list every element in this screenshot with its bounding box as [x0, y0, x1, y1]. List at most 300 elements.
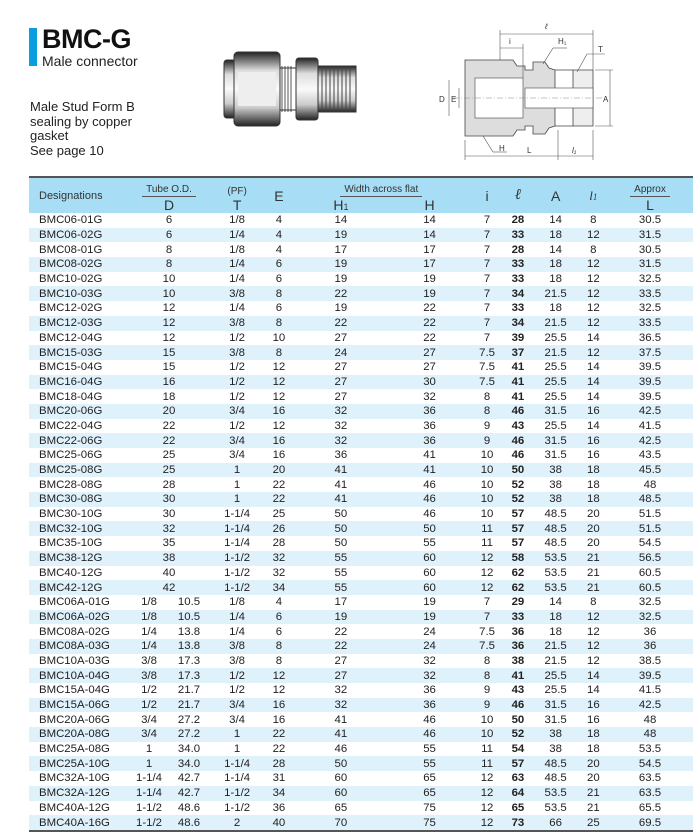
cell-designation: BMC15A-04G [39, 684, 110, 697]
cell-approx-l: 43.5 [638, 449, 662, 462]
cell-a: 18 [549, 625, 562, 638]
cell-thread-t: 3/4 [209, 404, 265, 419]
cell-h: 60 [389, 580, 470, 595]
cell-i: 10 [470, 463, 504, 478]
cell-l: 62 [504, 580, 531, 595]
cell-l: 50 [504, 463, 531, 478]
cell-h1: 32 [334, 684, 348, 697]
cell-thread-t: 1/2 [209, 668, 265, 683]
cell-e: 16 [272, 449, 286, 462]
cell-l: 41 [511, 361, 525, 374]
cell-designation: BMC40-12G [39, 566, 103, 579]
cell-a: 25.5 [544, 419, 567, 432]
cell-h: 60 [423, 566, 436, 579]
cell-tube-od-d: 15 [129, 345, 209, 360]
cell-thread-t: 1/4 [209, 257, 265, 272]
cell-approx-l: 33.5 [607, 286, 693, 301]
cell-a: 31.5 [544, 449, 567, 462]
cell-designation: BMC06A-02G [29, 610, 129, 625]
cell-tube-od-d: 35 [162, 537, 176, 550]
cell-l: 50 [511, 713, 525, 726]
cell-designation: BMC15-03G [29, 345, 129, 360]
cell-h: 24 [389, 639, 470, 654]
cell-a: 48.5 [544, 537, 567, 550]
cell-h1: 60 [334, 772, 348, 785]
cell-l1: 12 [586, 654, 600, 667]
col-h1: H1 [293, 197, 390, 213]
cell-e: 34 [265, 580, 292, 595]
cell-designation: BMC28-08G [39, 478, 103, 491]
cell-approx-l: 39.5 [638, 390, 662, 403]
cell-tube-od-d: 32 [129, 521, 209, 536]
cell-i: 7 [483, 243, 491, 256]
table-row [29, 742, 693, 757]
table-row [29, 595, 693, 610]
cell-approx-l: 37.5 [607, 345, 693, 360]
cell-a: 18 [549, 302, 562, 315]
cell-approx-l: 45.5 [607, 463, 693, 478]
table-row [29, 404, 693, 419]
table-row [29, 228, 693, 243]
cell-l1: 12 [586, 625, 600, 638]
cell-approx-l: 48 [643, 713, 657, 726]
cell-thread-t: 3/4 [209, 433, 265, 448]
cell-l1: 18 [586, 478, 600, 491]
cell-a: 18 [532, 228, 580, 243]
cell-designation: BMC10A-04G [29, 668, 129, 683]
cell-thread-t: 3/4 [209, 698, 265, 713]
cell-h1: 19 [334, 302, 348, 315]
cell-h1: 50 [334, 508, 348, 521]
cell-h1: 14 [334, 214, 348, 227]
cell-l1: 16 [586, 449, 600, 462]
cell-tube-od-d: 12 [162, 302, 176, 315]
cell-h1: 50 [334, 537, 348, 550]
cell-thread-t: 1-1/4 [224, 772, 251, 785]
cell-h: 46 [389, 727, 470, 742]
cell-designation: BMC18-04G [39, 390, 103, 403]
cell-l1: 21 [580, 786, 607, 801]
table-row [29, 610, 693, 625]
cell-tube-od-d: 12 [129, 316, 209, 331]
table-row [29, 331, 693, 346]
description-line: sealing by copper [30, 113, 132, 129]
cell-a: 14 [549, 243, 562, 256]
cell-tube-od-inch: 1-1/2 [129, 815, 169, 831]
cell-h: 75 [423, 801, 436, 814]
cell-h: 22 [389, 316, 470, 331]
cell-h: 14 [423, 214, 436, 227]
cell-thread-t: 1/8 [229, 243, 246, 256]
cell-h1: 24 [293, 345, 390, 360]
cell-thread-t: 1/4 [209, 610, 265, 625]
cell-designation: BMC10A-03G [39, 654, 110, 667]
cell-tube-od-inch: 3/4 [129, 727, 169, 742]
col-a: A [532, 177, 580, 213]
cell-tube-od-d: 22 [162, 419, 176, 432]
cell-designation: BMC06-01G [39, 214, 103, 227]
cell-approx-l: 48 [607, 727, 693, 742]
cell-e: 28 [265, 756, 292, 771]
cell-designation: BMC16-04G [29, 375, 129, 390]
cell-h1: 60 [293, 786, 390, 801]
cell-approx-l: 51.5 [638, 508, 662, 521]
cell-approx-l: 41.5 [638, 684, 662, 697]
cell-designation: BMC25A-10G [29, 756, 129, 771]
cell-i: 11 [470, 756, 504, 771]
cell-e: 12 [272, 390, 286, 403]
cell-a: 25.5 [544, 684, 567, 697]
cell-l1: 8 [590, 596, 597, 609]
cell-designation: BMC08A-02G [39, 625, 110, 638]
table-row [29, 419, 693, 434]
cell-h1: 19 [293, 228, 390, 243]
cell-e: 16 [265, 433, 292, 448]
cell-a: 53.5 [544, 801, 567, 814]
cell-e: 6 [265, 257, 292, 272]
col-l1: l1 [580, 177, 607, 213]
cell-e: 26 [265, 521, 292, 536]
cell-i: 8 [470, 668, 504, 683]
cell-l1: 14 [586, 331, 600, 344]
cell-approx-l: 32.5 [638, 596, 662, 609]
cell-thread-t: 1-1/4 [209, 521, 265, 536]
cell-e: 4 [275, 596, 283, 609]
cell-e: 4 [275, 214, 283, 227]
col-l: ℓ [504, 177, 531, 213]
cell-approx-l: 39.5 [607, 375, 693, 390]
cell-l1: 14 [580, 375, 607, 390]
cell-e: 12 [272, 419, 286, 432]
cell-a: 25.5 [544, 361, 567, 374]
col-L: L [607, 197, 693, 213]
cell-a: 18 [532, 257, 580, 272]
cell-l: 33 [504, 228, 531, 243]
cell-a: 25.5 [532, 375, 580, 390]
cell-l: 37 [504, 345, 531, 360]
cell-designation: BMC25-06G [39, 449, 103, 462]
cell-h1: 55 [334, 566, 348, 579]
cell-a: 53.5 [532, 580, 580, 595]
cell-designation: BMC10-03G [29, 286, 129, 301]
cell-l: 41 [504, 375, 531, 390]
table-row [29, 521, 693, 536]
cell-designation: BMC30-08G [29, 492, 129, 507]
cell-e: 8 [275, 654, 283, 667]
cell-approx-l: 69.5 [607, 815, 693, 831]
cell-l: 33 [511, 302, 525, 315]
cell-thread-t: 1/2 [209, 375, 265, 390]
cell-approx-l: 33.5 [607, 316, 693, 331]
cell-approx-l: 48.5 [607, 492, 693, 507]
cell-l: 52 [511, 478, 525, 491]
cell-l: 52 [504, 492, 531, 507]
cell-e: 8 [265, 316, 292, 331]
title-accent-bar [29, 28, 37, 66]
cell-a: 48.5 [544, 508, 567, 521]
cell-thread-t: 1 [209, 492, 265, 507]
cell-l1: 8 [590, 243, 597, 256]
cell-a: 21.5 [532, 316, 580, 331]
cell-h: 75 [389, 815, 470, 831]
cell-i: 7 [483, 214, 491, 227]
cell-a: 14 [549, 596, 562, 609]
cell-approx-l: 36 [607, 639, 693, 654]
cell-i: 12 [470, 551, 504, 566]
table-row [29, 683, 693, 698]
description-line: gasket [30, 128, 69, 143]
table-row [29, 580, 693, 595]
cell-designation: BMC12-02G [39, 302, 103, 315]
cell-l1: 12 [580, 345, 607, 360]
cell-h: 19 [423, 596, 436, 609]
cell-a: 48.5 [532, 756, 580, 771]
cell-l1: 18 [580, 727, 607, 742]
col-approx: Approx [607, 177, 693, 197]
cell-i: 11 [481, 743, 493, 756]
table-row [29, 257, 693, 272]
cell-h1: 19 [293, 257, 390, 272]
cell-approx-l: 56.5 [607, 551, 693, 566]
cell-l: 43 [511, 419, 525, 432]
cell-h: 22 [423, 302, 436, 315]
cell-h: 46 [423, 713, 436, 726]
cell-i: 12 [470, 815, 504, 831]
cell-h1: 41 [293, 727, 390, 742]
cell-h: 24 [423, 625, 436, 638]
cell-h: 19 [389, 286, 470, 301]
cell-tube-od-d: 10.5 [177, 596, 201, 609]
cell-thread-t: 1 [233, 478, 241, 491]
cell-tube-od-d: 25 [162, 449, 176, 462]
label-a: A [603, 95, 609, 104]
cell-tube-od-d: 21.7 [169, 698, 209, 713]
cell-l1: 20 [586, 772, 600, 785]
cell-thread-t: 1/8 [229, 596, 246, 609]
page-subtitle: Male connector [42, 53, 138, 69]
cell-a: 21.5 [544, 654, 567, 667]
cell-l1: 20 [586, 537, 600, 550]
cell-l: 57 [504, 521, 531, 536]
cell-l1: 21 [580, 551, 607, 566]
cell-e: 34 [265, 786, 292, 801]
cell-e: 22 [272, 478, 286, 491]
cell-l1: 20 [580, 756, 607, 771]
cell-i: 11 [470, 521, 504, 536]
cell-e: 16 [272, 713, 286, 726]
cell-tube-od-d: 21.7 [177, 684, 201, 697]
cell-thread-t: 1-1/2 [224, 801, 251, 814]
cell-h1: 70 [293, 815, 390, 831]
cell-approx-l: 42.5 [607, 404, 693, 419]
cell-designation: BMC32-10G [29, 521, 129, 536]
cell-tube-od-inch: 1/4 [129, 639, 169, 654]
cell-thread-t: 3/8 [209, 286, 265, 301]
cell-a: 31.5 [532, 404, 580, 419]
cell-tube-od-d: 17.3 [177, 654, 201, 667]
cell-h1: 17 [334, 243, 348, 256]
cell-l: 33 [504, 610, 531, 625]
cell-l: 41 [511, 390, 525, 403]
cell-l: 41 [504, 668, 531, 683]
page-title: BMC-G [42, 24, 131, 54]
cell-approx-l: 36 [643, 625, 657, 638]
table-row [29, 316, 693, 331]
label-t: T [598, 45, 603, 54]
cell-e: 4 [265, 228, 292, 243]
cell-designation: BMC08-02G [29, 257, 129, 272]
cell-l: 39 [511, 331, 525, 344]
table-row [29, 360, 693, 375]
cell-thread-t: 1 [233, 743, 241, 756]
cell-tube-od-d: 25 [129, 463, 209, 478]
cell-designation: BMC15A-06G [29, 698, 129, 713]
cell-e: 20 [265, 463, 292, 478]
cell-tube-od-inch: 1/2 [129, 698, 169, 713]
col-pf: (PF) [209, 177, 265, 197]
cell-tube-od-d: 22 [129, 433, 209, 448]
cell-a: 38 [532, 463, 580, 478]
table-row [29, 375, 693, 390]
cell-i: 12 [480, 801, 494, 814]
description-line: Male Stud Form B [30, 99, 135, 114]
table-row [29, 801, 693, 816]
cell-e: 10 [272, 331, 286, 344]
cell-h: 55 [389, 756, 470, 771]
cell-a: 53.5 [532, 551, 580, 566]
cell-e: 16 [265, 404, 292, 419]
cell-i: 12 [480, 772, 494, 785]
cell-designation: BMC22-06G [29, 433, 129, 448]
table-row [29, 712, 693, 727]
cell-tube-od-d: 13.8 [169, 639, 209, 654]
dimension-table [29, 176, 693, 832]
cell-l: 46 [511, 449, 525, 462]
cell-tube-od-d: 27.2 [169, 727, 209, 742]
cell-tube-od-d: 27.2 [177, 713, 201, 726]
table-row [29, 492, 693, 507]
cell-h1: 27 [334, 361, 348, 374]
cell-i: 7.5 [470, 345, 504, 360]
cell-e: 32 [272, 566, 286, 579]
cell-tube-od-inch: 1 [145, 743, 153, 756]
cell-i: 7 [470, 610, 504, 625]
cell-l: 29 [511, 596, 525, 609]
cell-l: 46 [504, 698, 531, 713]
cell-l1: 14 [586, 684, 600, 697]
cell-thread-t: 1 [209, 463, 265, 478]
cell-e: 12 [272, 684, 286, 697]
cell-designation: BMC32A-10G [39, 772, 110, 785]
cell-tube-od-inch: 1/2 [141, 684, 157, 697]
cell-l1: 20 [586, 508, 600, 521]
cell-l: 52 [504, 727, 531, 742]
cell-e: 4 [275, 243, 283, 256]
cell-designation: BMC12-04G [39, 331, 103, 344]
cell-h: 65 [423, 772, 436, 785]
cell-approx-l: 32.5 [638, 302, 662, 315]
cell-h: 19 [389, 610, 470, 625]
cell-i: 7 [483, 596, 491, 609]
cell-h1: 41 [334, 713, 348, 726]
label-h: H [499, 144, 505, 153]
cell-approx-l: 32.5 [638, 273, 662, 286]
cell-tube-od-d: 10.5 [169, 610, 209, 625]
cell-approx-l: 60.5 [638, 566, 662, 579]
col-designations: Designations [29, 177, 129, 213]
cell-a: 48.5 [544, 772, 567, 785]
cell-designation: BMC08A-03G [29, 639, 129, 654]
col-d: D [129, 197, 209, 213]
cell-a: 25.5 [544, 390, 567, 403]
cell-h1: 32 [293, 433, 390, 448]
cell-l1: 14 [586, 419, 600, 432]
cell-i: 9 [483, 684, 491, 697]
cell-a: 53.5 [544, 566, 567, 579]
description [30, 100, 180, 158]
table-row [29, 463, 693, 478]
cell-h1: 41 [334, 478, 348, 491]
table-row [29, 507, 693, 522]
cell-l1: 14 [586, 390, 600, 403]
cell-i: 7 [470, 286, 504, 301]
cell-h: 55 [423, 743, 436, 756]
cell-a: 25.5 [532, 668, 580, 683]
table-row [29, 286, 693, 301]
cell-h1: 27 [334, 390, 348, 403]
cell-i: 10 [480, 449, 494, 462]
cell-h: 41 [389, 463, 470, 478]
cell-l: 34 [504, 286, 531, 301]
cell-l1: 21 [580, 580, 607, 595]
cell-tube-od-d: 6 [165, 214, 173, 227]
cell-tube-od-d: 18 [162, 390, 176, 403]
cell-h1: 22 [293, 316, 390, 331]
cell-a: 21.5 [532, 345, 580, 360]
cell-designation: BMC12-03G [29, 316, 129, 331]
cell-l1: 16 [580, 404, 607, 419]
cell-l: 63 [511, 772, 525, 785]
cell-l: 62 [511, 566, 525, 579]
cell-a: 38 [549, 743, 562, 756]
cell-h: 46 [389, 492, 470, 507]
cell-tube-od-d: 10 [129, 286, 209, 301]
cell-l: 64 [504, 786, 531, 801]
label-e: E [451, 95, 457, 104]
cell-tube-od-d: 12 [162, 331, 176, 344]
cell-h1: 27 [293, 668, 390, 683]
cell-a: 21.5 [532, 639, 580, 654]
cell-thread-t: 3/8 [209, 639, 265, 654]
cell-tube-od-inch: 1-1/4 [136, 772, 162, 785]
cell-h1: 41 [293, 463, 390, 478]
cell-a: 31.5 [532, 433, 580, 448]
cell-designation: BMC35-10G [39, 537, 103, 550]
cell-a: 31.5 [544, 713, 567, 726]
cell-i: 7 [470, 257, 504, 272]
cell-h: 27 [423, 361, 436, 374]
cell-thread-t: 1-1/4 [224, 537, 251, 550]
cell-h: 55 [423, 537, 436, 550]
cell-l: 36 [504, 639, 531, 654]
cell-e: 31 [272, 772, 286, 785]
cell-l: 46 [504, 404, 531, 419]
cell-tube-od-inch: 1 [129, 756, 169, 771]
cell-l: 46 [504, 433, 531, 448]
cell-l1: 12 [586, 273, 600, 286]
cell-l1: 16 [580, 433, 607, 448]
cell-l1: 12 [580, 610, 607, 625]
